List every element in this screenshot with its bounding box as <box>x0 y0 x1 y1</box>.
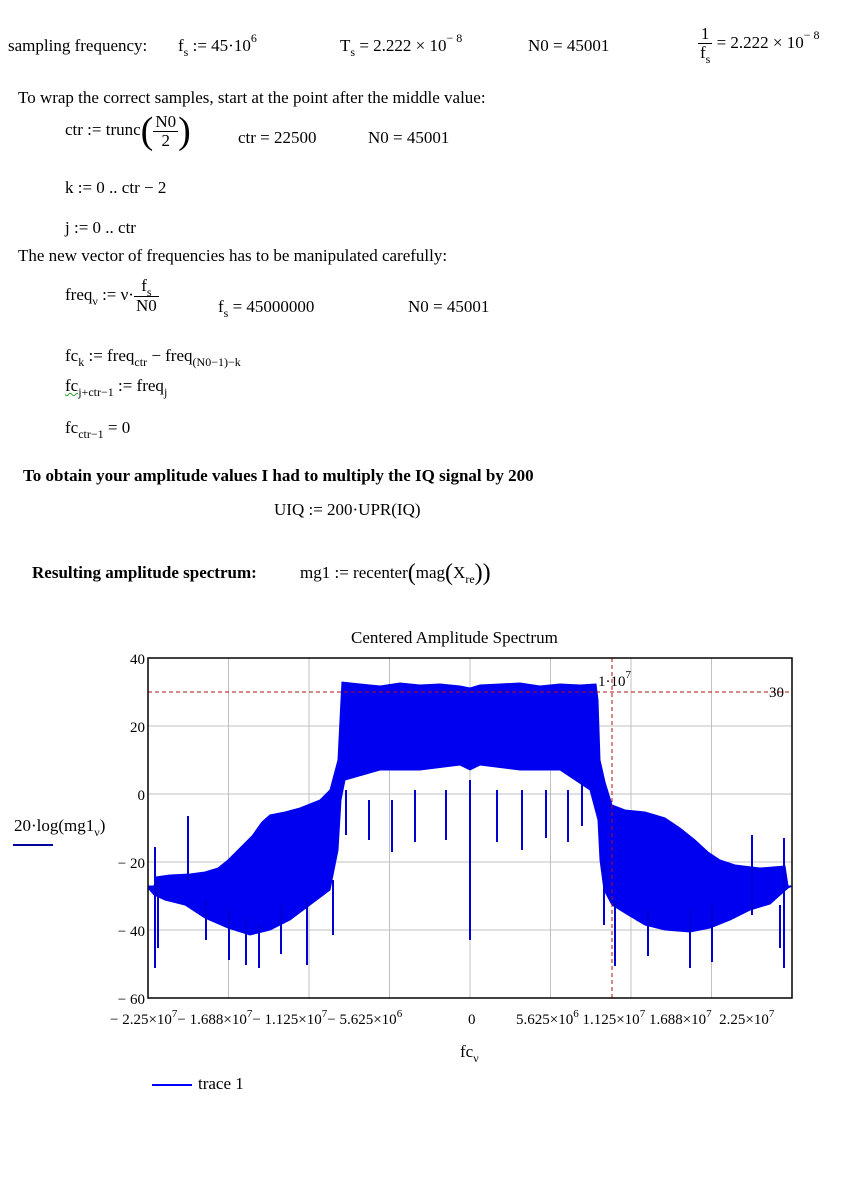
fc-sub: ctr−1 <box>78 427 104 441</box>
x-tick: − $5.625\times 10^6$ <box>327 1008 403 1028</box>
x-tick-zero: 0 <box>468 1012 476 1028</box>
num-var: f <box>141 276 147 295</box>
x-axis-label[interactable] <box>460 1042 479 1065</box>
fs-mantissa: 45·10 <box>211 36 251 55</box>
freq-sub: ν <box>92 293 98 308</box>
sampling-frequency-label: sampling frequency: <box>8 36 148 55</box>
den-var: f <box>700 43 706 62</box>
freq-sub-j: j <box>163 385 168 399</box>
ts-exponent: − 8 <box>446 31 463 45</box>
fcj-op: := freq <box>113 376 164 395</box>
n0-evaluation[interactable]: N0 = 45001 <box>528 36 610 55</box>
left-paren: ( <box>445 560 454 586</box>
x-tick: $1.688\times 10^7$ <box>648 1008 712 1028</box>
x-tick: $1.125\times 10^7$ <box>582 1008 646 1028</box>
fs-sub: s <box>183 45 189 59</box>
ctr-lhs: ctr := trunc <box>65 119 141 139</box>
y-axis-label[interactable] <box>14 816 106 839</box>
fs-over-n0-fraction <box>134 277 159 315</box>
x-tick: − $1.688\times 10^7$ <box>177 1008 253 1028</box>
x-axis-ticks-right <box>516 1008 775 1029</box>
freq-sub-index: (N0−1)−k <box>192 355 241 369</box>
den-sub: s <box>705 52 711 66</box>
chart-title: Centered Amplitude Spectrum <box>351 628 558 647</box>
fs-value: = 45000000 <box>232 297 315 316</box>
svg-text:40: 40 <box>130 652 145 668</box>
y-label-sub: ν <box>94 825 100 839</box>
trace-1-line <box>148 682 792 968</box>
fs-var: f <box>178 36 184 55</box>
ctr-evaluation[interactable]: ctr = 22500 <box>238 128 317 147</box>
fcj-definition[interactable] <box>65 376 168 399</box>
y-axis-trace-swatch <box>13 844 53 846</box>
wrap-instruction-text: To wrap the correct samples, start at the point after the middle value: <box>18 88 486 107</box>
n0-half-fraction <box>153 113 178 150</box>
x-tick: $2.25\times 10^7$ <box>719 1008 775 1028</box>
mg1-definition[interactable] <box>300 560 491 587</box>
svg-text:20: 20 <box>130 720 145 736</box>
y-label-close: ) <box>99 816 106 835</box>
fc-sub: k <box>78 355 85 369</box>
k-range-definition[interactable]: k := 0 .. ctr − 2 <box>65 178 167 197</box>
inverse-fs-evaluation[interactable] <box>698 24 820 66</box>
freq-sub-ctr: ctr <box>134 355 148 369</box>
svg-text:− 60: − 60 <box>117 992 145 1008</box>
x-axis-ticks <box>110 1008 403 1029</box>
fraction-denominator <box>698 43 712 66</box>
legend-swatch <box>152 1084 192 1086</box>
legend <box>152 1074 244 1094</box>
legend-label: trace 1 <box>198 1074 244 1093</box>
y-label-expr: 20·log(mg1 <box>14 816 95 835</box>
fc-var: fc <box>65 346 79 365</box>
mg1-lhs: mg1 := recenter <box>300 563 408 582</box>
eq-op: = <box>359 36 369 55</box>
fraction-numerator <box>134 277 159 297</box>
x-sub: re <box>465 572 475 586</box>
fraction-denominator: 2 <box>161 130 170 150</box>
ctr-definition[interactable] <box>65 112 191 150</box>
svg-text:0: 0 <box>137 788 145 804</box>
left-paren: ( <box>140 110 154 152</box>
fs-exponent: 6 <box>250 31 257 45</box>
uiq-definition[interactable]: UIQ := 200·UPR(IQ) <box>274 500 421 519</box>
x-label-sub: ν <box>473 1051 479 1065</box>
freq-op: := ν· <box>97 284 134 304</box>
n0-evaluation-3[interactable]: N0 = 45001 <box>408 297 490 316</box>
horizontal-marker-label: 30 <box>769 685 784 701</box>
right-paren: )) <box>474 560 491 586</box>
svg-text:− 20: − 20 <box>117 856 145 872</box>
right-paren: ) <box>178 110 191 152</box>
n0-evaluation-2[interactable]: N0 = 45001 <box>368 128 450 147</box>
freq-var: freq <box>65 284 93 304</box>
inverse-fs-exponent: − 8 <box>803 27 820 42</box>
fc-var: fc <box>65 418 79 437</box>
x-tick: − $1.125\times 10^7$ <box>252 1008 328 1028</box>
x-label-var: fc <box>460 1042 474 1061</box>
fcctr-evaluation[interactable] <box>65 418 131 441</box>
fraction-numerator: N0 <box>155 111 177 131</box>
fs-definition[interactable] <box>178 31 257 59</box>
fraction-numerator: 1 <box>698 25 712 44</box>
x-var: X <box>453 563 466 582</box>
fs-var: f <box>218 297 224 316</box>
x-tick: $5.625\times 10^6$ <box>516 1008 579 1028</box>
spectrum-label: Resulting amplitude spectrum: <box>32 563 257 582</box>
left-paren: ( <box>407 560 416 586</box>
fs-sub: s <box>223 306 229 320</box>
svg-text:− 40: − 40 <box>117 924 145 940</box>
ts-mantissa: 2.222 × 10 <box>373 36 447 55</box>
inverse-fs-fraction <box>698 24 712 66</box>
fc-sub: j+ctr−1 <box>78 385 114 399</box>
frequency-vector-text: The new vector of frequencies has to be manipulated carefully: <box>18 246 448 265</box>
fck-op: := freq <box>84 346 135 365</box>
y-axis-ticks <box>118 652 145 1008</box>
vertical-marker-label: $1\cdot 10^7$ <box>598 669 631 690</box>
fraction-denominator: N0 <box>135 296 157 315</box>
inverse-fs-result: = 2.222 × 10 <box>716 32 804 52</box>
fcctr-result: = 0 <box>103 418 131 437</box>
ts-var: T <box>340 36 351 55</box>
fck-minus: − freq <box>147 346 193 365</box>
freq-definition[interactable] <box>65 277 159 315</box>
j-range-definition[interactable]: j := 0 .. ctr <box>65 218 136 237</box>
num-sub: s <box>146 285 152 299</box>
fc-var-flagged: fc <box>65 376 79 395</box>
mag-func: mag <box>415 563 446 582</box>
ts-sub: s <box>350 45 356 59</box>
x-tick: − $2.25\times 10^7$ <box>110 1008 178 1028</box>
ts-evaluation[interactable] <box>340 31 463 59</box>
assign-op: := <box>192 36 207 55</box>
fck-definition[interactable] <box>65 346 241 369</box>
fs-evaluation[interactable] <box>218 297 315 320</box>
amplitude-note-text: To obtain your amplitude values I had to multiply the IQ signal by 200 <box>23 466 534 485</box>
